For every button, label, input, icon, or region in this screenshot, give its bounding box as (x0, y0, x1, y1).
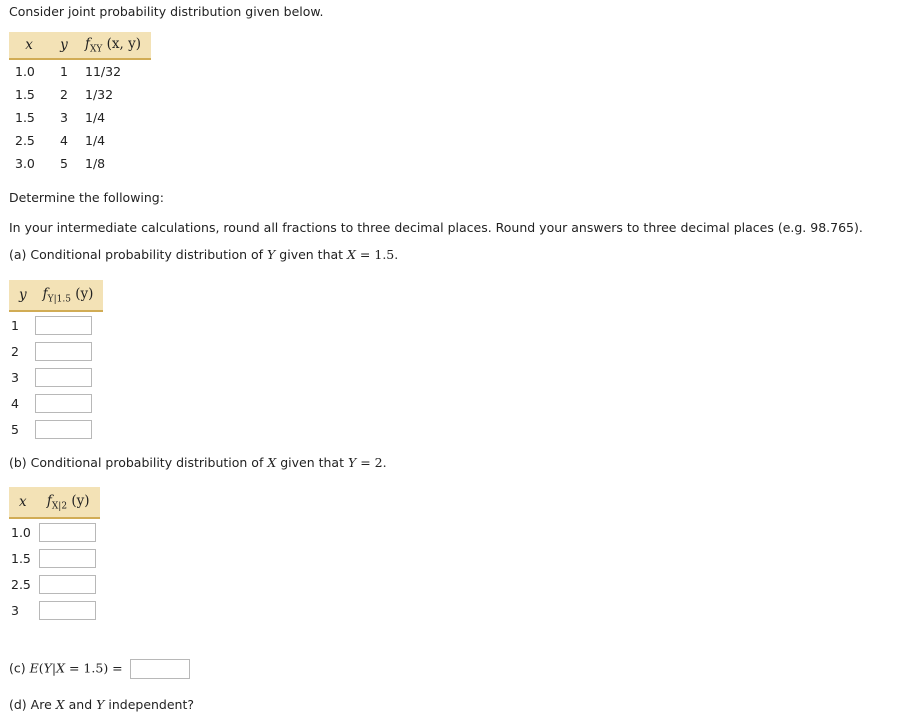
part-b-answer-input[interactable] (39, 549, 96, 568)
joint-col-fxy: $f_{XY}$ (x, y) (79, 32, 151, 59)
table-row (9, 106, 151, 129)
part-b-row-label: 2.5 (11, 576, 31, 592)
part-a-row-label: 5 (11, 421, 19, 437)
joint-cell-y: 2 (60, 87, 68, 102)
determine-text: Determine the following: (9, 190, 164, 205)
part-a-table-header (9, 280, 103, 311)
joint-col-y: y (49, 32, 79, 59)
part-c-answer-input[interactable] (130, 659, 190, 679)
part-a-answer-input[interactable] (35, 420, 92, 439)
part-a-row-label: 3 (11, 369, 19, 385)
part-a-col-f: $f_{Y|1.5}$ (y) (35, 280, 104, 311)
part-b-col-x: x (9, 487, 39, 518)
table-row (9, 59, 151, 83)
joint-cell-fxy: 1/4 (85, 110, 106, 125)
table-row (9, 390, 103, 416)
part-b-answer-input[interactable] (39, 601, 96, 620)
part-a-answer-input[interactable] (35, 368, 92, 387)
joint-cell-x: 1.5 (15, 87, 35, 102)
table-row (9, 129, 151, 152)
part-b-row-label: 3 (11, 602, 19, 618)
joint-cell-fxy: 1/8 (85, 156, 106, 171)
table-row (9, 152, 151, 175)
joint-cell-fxy: 1/32 (85, 87, 114, 102)
part-b-row-label: 1.5 (11, 550, 31, 566)
joint-cell-x: 2.5 (15, 133, 35, 148)
part-a-answer-input[interactable] (35, 316, 92, 335)
table-row (9, 338, 103, 364)
table-row (9, 545, 100, 571)
part-a-col-y: y (9, 280, 35, 311)
intro-text: Consider joint probability distribution given below. (9, 4, 324, 19)
joint-cell-y: 5 (60, 156, 68, 171)
table-row (9, 83, 151, 106)
part-b-answer-input[interactable] (39, 575, 96, 594)
joint-cell-fxy: 1/4 (85, 133, 106, 148)
part-a-row-label: 2 (11, 343, 19, 359)
part-a-question: (a) Conditional probability distribution of Y given that X = 1.5. (9, 247, 399, 262)
part-b-col-f: $f_{X|2}$ (y) (39, 487, 100, 518)
joint-cell-x: 1.0 (15, 64, 35, 79)
table-row (9, 571, 100, 597)
part-b-question: (b) Conditional probability distribution of X given that Y = 2. (9, 455, 387, 470)
part-b-answer-input[interactable] (39, 523, 96, 542)
part-d-question: (d) Are X and Y independent? (9, 697, 195, 712)
joint-cell-x: 1.5 (15, 110, 35, 125)
table-row (9, 311, 103, 338)
part-c-question: (c) E(Y|X = 1.5) = (9, 659, 190, 679)
table-row (9, 518, 100, 545)
table-row (9, 364, 103, 390)
joint-cell-y: 1 (60, 64, 68, 79)
table-row (9, 416, 103, 442)
part-b-row-label: 1.0 (11, 524, 31, 540)
joint-cell-y: 3 (60, 110, 68, 125)
part-b-table (9, 487, 100, 623)
part-a-row-label: 4 (11, 395, 19, 411)
part-a-table (9, 280, 103, 442)
part-a-answer-input[interactable] (35, 394, 92, 413)
part-a-row-label: 1 (11, 317, 19, 333)
joint-cell-fxy: 11/32 (85, 64, 122, 79)
joint-cell-x: 3.0 (15, 156, 35, 171)
rounding-instructions: In your intermediate calculations, round all fractions to three decimal places. Round your answers to three decimal places (e.g. 98.765). (9, 220, 863, 235)
joint-col-x: x (9, 32, 49, 59)
part-a-answer-input[interactable] (35, 342, 92, 361)
table-row (9, 597, 100, 623)
part-b-table-header (9, 487, 100, 518)
joint-table-header (9, 32, 151, 59)
joint-distribution-table (9, 32, 151, 175)
joint-cell-y: 4 (60, 133, 68, 148)
